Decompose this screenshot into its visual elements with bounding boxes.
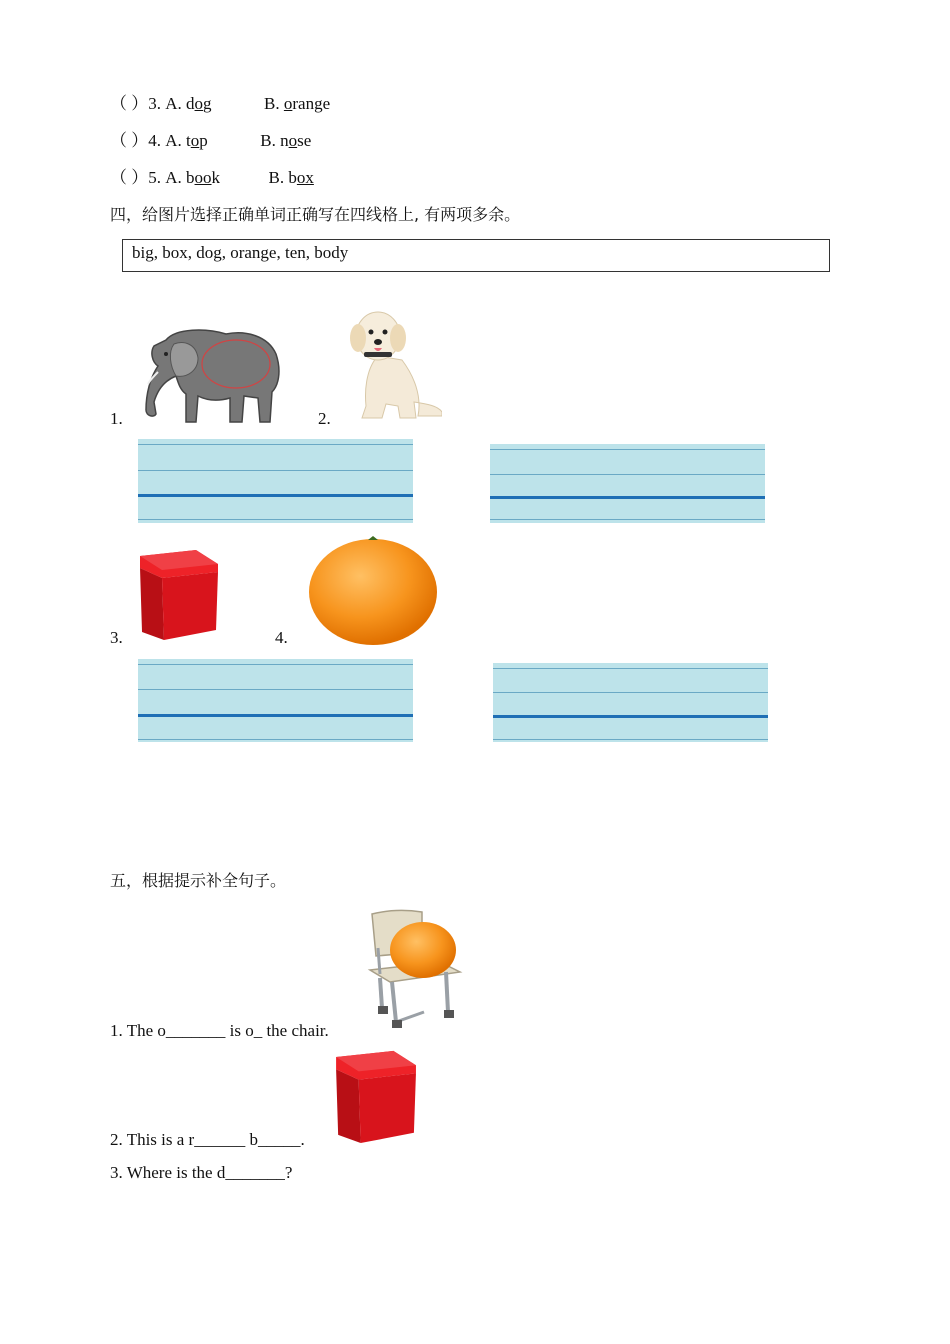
- red-box-icon: [332, 1050, 418, 1146]
- phonics-row-5: （ ）5. A. book B. box: [110, 168, 314, 187]
- puppy-icon: [338, 306, 442, 422]
- writing-lines-1[interactable]: [138, 439, 413, 523]
- item-number: 1.: [110, 409, 123, 428]
- answer-paren: （ ）: [110, 168, 149, 187]
- section-5-heading: 五，根据提示补全句子。: [110, 871, 287, 890]
- elephant-icon: [136, 322, 282, 426]
- item-number: 3.: [110, 628, 123, 647]
- red-box-icon: [136, 550, 220, 642]
- phonics-row-3: （ ）3. A. dog B. orange: [110, 94, 331, 113]
- writing-lines-2[interactable]: [490, 444, 765, 523]
- sentence-1: 1. The o_______ is o_ the chair.: [110, 1021, 329, 1040]
- sentence-2: 2. This is a r______ b_____.: [110, 1130, 305, 1149]
- answer-paren: （ ）: [110, 94, 149, 113]
- phonics-row-4: （ ）4. A. top B. nose: [110, 131, 312, 150]
- section-4-heading: 四，给图片选择正确单词正确写在四线格上, 有两项多余。: [110, 205, 521, 224]
- chair-orange-icon: [362, 908, 466, 1038]
- item-number: 4.: [275, 628, 288, 647]
- orange-icon: [306, 534, 440, 646]
- writing-lines-3[interactable]: [138, 659, 413, 742]
- item-number: 2.: [318, 409, 331, 428]
- word-bank: big, box, dog, orange, ten, body: [122, 239, 830, 272]
- option-b-word: box: [288, 168, 314, 187]
- option-b-word: nose: [280, 131, 312, 150]
- option-a-word: dog: [186, 94, 212, 113]
- option-a-word: top: [186, 131, 208, 150]
- writing-lines-4[interactable]: [493, 663, 768, 742]
- option-b-word: orange: [283, 94, 331, 113]
- answer-paren: （ ）: [110, 131, 149, 150]
- option-a-word: book: [186, 168, 221, 187]
- sentence-3: 3. Where is the d_______?: [110, 1163, 293, 1182]
